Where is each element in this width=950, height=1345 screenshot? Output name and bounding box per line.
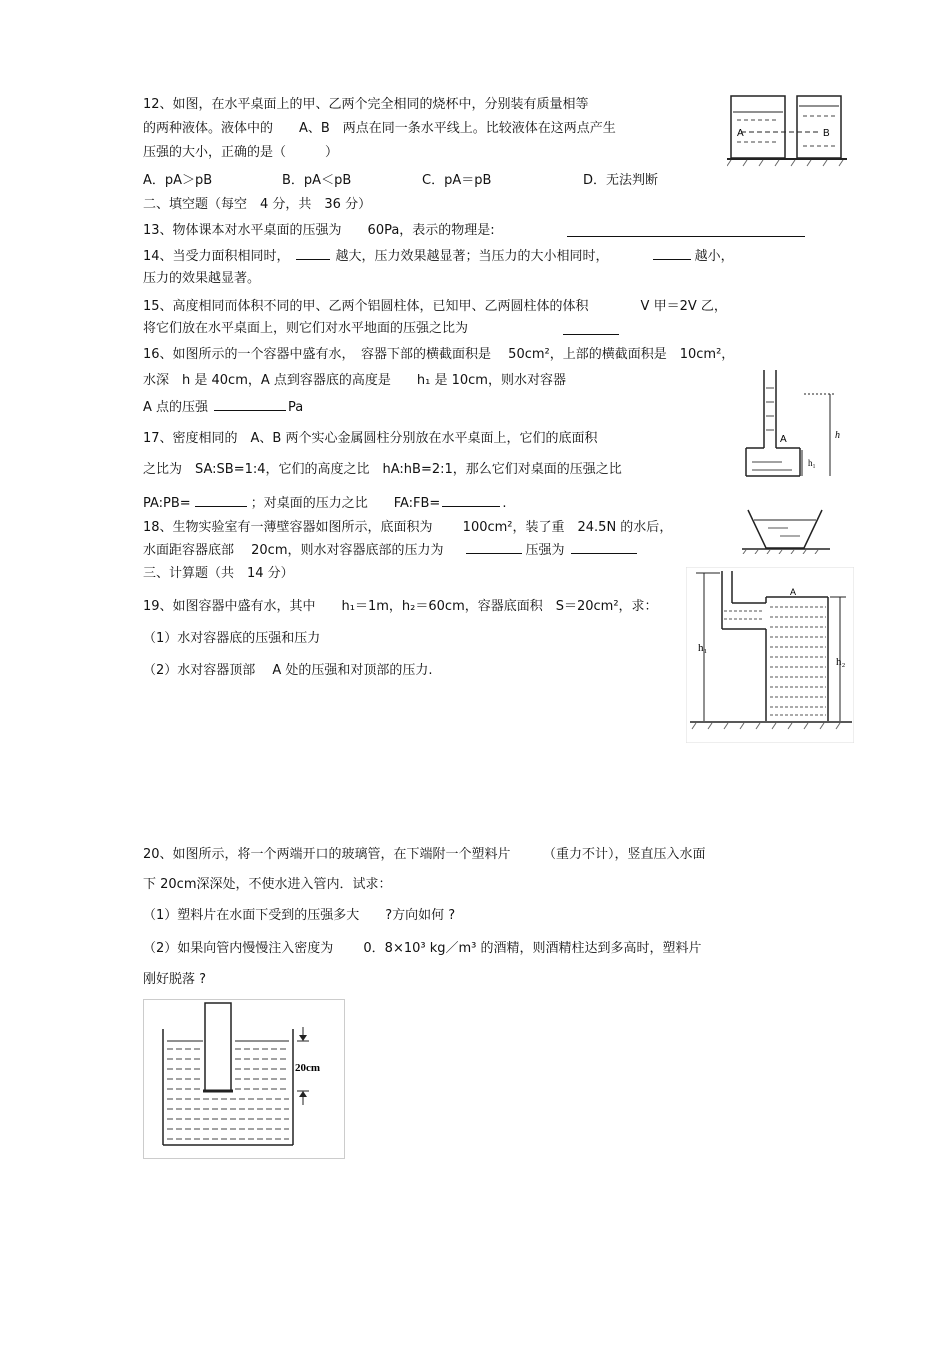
q13-text: 13、物体课本对水平桌面的压强为 60Pa，表示的物理是:: [143, 223, 495, 238]
q17-line-2: 之比为 SA:SB=1:4，它们的高度之比 hA:hB=2:1，那么它们对桌面的压强之比: [143, 462, 622, 477]
q18-blank-1[interactable]: [466, 541, 522, 554]
q14-blank-2[interactable]: [653, 247, 691, 260]
q16-fig-label-a: A: [780, 434, 787, 445]
q19-fig-label-h2: h₂: [836, 656, 846, 668]
q18-container-figure: [742, 506, 830, 554]
q19-container-figure: [686, 567, 854, 743]
q19-fig-label-a: A: [790, 587, 797, 597]
q16-fig-label-h: h: [835, 430, 840, 441]
q18-line-2: [143, 541, 637, 560]
q18-text-a: 水面距容器底部 20cm，则水对容器底部的压力为: [143, 543, 444, 558]
q16-answer-blank[interactable]: [214, 398, 286, 411]
q12-option-c: C．pA＝pB: [422, 173, 492, 188]
q18-blank-2[interactable]: [571, 541, 637, 554]
q16-unit: Pa: [288, 400, 304, 415]
q17-line-3: [143, 494, 506, 513]
q19-fig-label-h1: h₁: [698, 642, 708, 654]
q19-sub-1: （1）水对容器底的压强和压力: [143, 631, 321, 646]
q17-line-1: 17、密度相同的 A、B 两个实心金属圆柱分别放在水平桌面上，它们的底面积: [143, 431, 598, 446]
q17-text-a: PA:PB=: [143, 496, 191, 511]
q14-blank-1[interactable]: [296, 247, 330, 260]
q15-answer-blank[interactable]: [563, 322, 619, 335]
q16-container-figure: [742, 368, 846, 478]
q20-sub-1: （1）塑料片在水面下受到的压强多大 ?方向如何 ?: [143, 908, 456, 923]
q18-line-1: 18、生物实验室有一薄壁容器如图所示，底面积为 100cm²，装了重 24.5N 的水后，: [143, 520, 673, 535]
q20-line-2: 下 20cm深深处，不使水进入管内．试求：: [143, 877, 392, 892]
q12-fig-label-b: B: [823, 128, 830, 139]
q17-blank-1[interactable]: [195, 494, 247, 507]
q16-line-1: 16、如图所示的一个容器中盛有水， 容器下部的横截面积是 50cm²，上部的横截面积是 10cm²，: [143, 347, 735, 362]
q14-line-1: [143, 247, 734, 266]
q12-option-d: D．无法判断: [583, 173, 659, 188]
q17-text-b: ；对桌面的压力之比 FA:FB=: [250, 496, 441, 511]
q14-text-b: 越大，压力效果越显著；当压力的大小相同时，: [335, 249, 609, 264]
q12-option-b: B．pA＜pB: [282, 173, 352, 188]
q14-line-2: 压力的效果越显著。: [143, 271, 261, 286]
q19-sub-2: （2）水对容器顶部 A 处的压强和对顶部的压力.: [143, 663, 433, 678]
q15-line-2: 将它们放在水平桌面上，则它们对水平地面的压强之比为: [143, 321, 469, 336]
q18-text-b: 压强为: [525, 543, 565, 558]
section-3-heading: 三、计算题（共 14 分）: [143, 566, 294, 581]
q13-answer-blank[interactable]: [567, 224, 805, 237]
q20-tube-figure: [143, 999, 345, 1159]
q20-line-1: 20、如图所示，将一个两端开口的玻璃管，在下端附一个塑料片 （重力不计），竖直压入水面: [143, 847, 706, 862]
q20-sub-2: （2）如果向管内慢慢注入密度为 0．8×10³ kg／m³ 的酒精，则酒精柱达到多高时，塑料片: [143, 941, 702, 956]
q17-text-c: .: [502, 496, 507, 511]
q12-fig-label-a: A: [737, 128, 744, 139]
q16-text-a: A 点的压强: [143, 400, 209, 415]
q12-line-1: 12、如图，在水平桌面上的甲、乙两个完全相同的烧杯中，分别装有质量相等: [143, 97, 589, 112]
q14-text-a: 14、当受力面积相同时，: [143, 249, 290, 264]
q15-line-1: 15、高度相同而体积不同的甲、乙两个铝圆柱体，已知甲、乙两圆柱体的体积 V 甲＝2V 乙，: [143, 299, 727, 314]
q16-line-3: [143, 398, 303, 417]
q12-line-3: 压强的大小，正确的是（ ）: [143, 145, 339, 160]
q12-line-2: 的两种液体。液体中的 A、B 两点在同一条水平线上。比较液体在这两点产生: [143, 121, 616, 136]
q20-fig-label-20cm: 20cm: [295, 1062, 321, 1074]
q12-option-a: A．pA＞pB: [143, 173, 213, 188]
q12-beakers-figure: [727, 92, 847, 168]
q19-line-1: 19、如图容器中盛有水，其中 h₁＝1m，h₂＝60cm，容器底面积 S＝20cm²，求：: [143, 599, 658, 614]
section-2-heading: 二、填空题（每空 4 分，共 36 分）: [143, 197, 372, 212]
q16-line-2: 水深 h 是 40cm，A 点到容器底的高度是 h₁ 是 10cm，则水对容器: [143, 373, 566, 388]
q16-fig-label-h1: h₁: [808, 458, 816, 468]
q20-sub-2-cont: 刚好脱落 ?: [143, 972, 207, 987]
q14-text-c: 越小，: [694, 249, 734, 264]
q17-blank-2[interactable]: [442, 494, 500, 507]
